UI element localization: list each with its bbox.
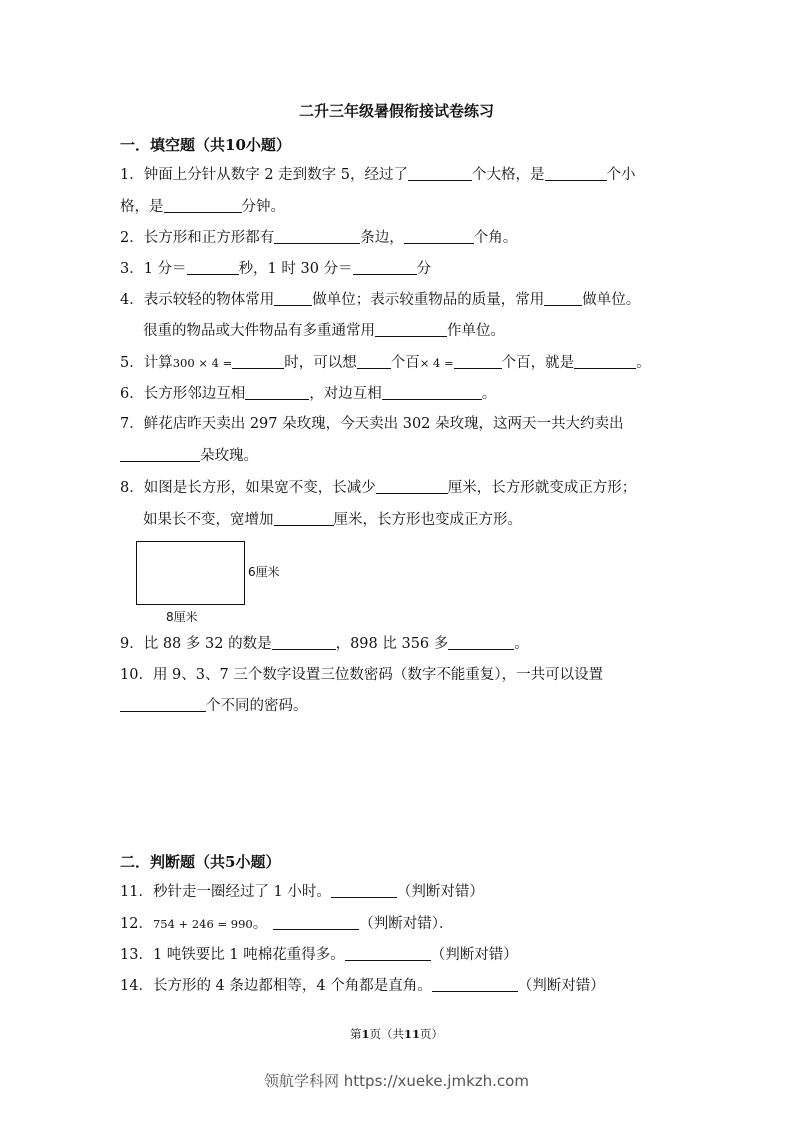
answer-blank[interactable] (274, 291, 312, 306)
question-5: 5．计算300 × 4 = 时，可以想 个百× 4 = 个百，就是 。 (120, 355, 651, 371)
answer-blank[interactable] (404, 229, 474, 244)
question-6: 6．长方形邻边互相 ，对边互相 。 (120, 386, 497, 402)
question-13: 13．1 吨铁要比 1 吨棉花重得多。 （判断对错） (120, 947, 518, 963)
question-12: 12．754 + 246 = 990。 （判断对错）． (120, 916, 454, 932)
answer-blank[interactable] (232, 354, 284, 369)
answer-blank[interactable] (375, 322, 447, 337)
rectangle-figure (136, 541, 245, 605)
section-heading-fill-in: 一．填空题（共10小题） (120, 136, 291, 154)
answer-blank[interactable] (408, 166, 472, 181)
question-8-line-2: 如果长不变，宽增加 厘米，长方形也变成正方形。 (143, 512, 522, 528)
answer-blank[interactable] (120, 447, 200, 462)
width-label: 6厘米 (248, 565, 280, 579)
question-14: 14．长方形的 4 条边都相等，4 个角都是直角。 （判断对错） (120, 978, 605, 994)
answer-blank[interactable] (432, 977, 518, 992)
question-8-line-1: 8．如图是长方形，如果宽不变，长减少 厘米，长方形就变成正方形； (120, 480, 637, 496)
answer-blank[interactable] (274, 229, 360, 244)
question-1-line-1: 1．钟面上分针从数字 2 走到数字 5，经过了 个大格，是 个小 (120, 167, 636, 183)
question-3: 3．1 分＝ 秒，1 时 30 分＝ 分 (120, 261, 432, 277)
answer-blank[interactable] (545, 166, 607, 181)
answer-blank[interactable] (345, 946, 431, 961)
answer-blank[interactable] (376, 479, 448, 494)
answer-blank[interactable] (353, 260, 417, 275)
question-2: 2．长方形和正方形都有 条边， 个角。 (120, 230, 518, 246)
question-1-line-2: 格，是 分钟。 (120, 199, 285, 215)
question-7-line-2: 朵玫瑰。 (120, 446, 258, 466)
question-4-line-2: 很重的物品或大件物品有多重通常用 作单位。 (143, 323, 505, 339)
answer-blank[interactable] (574, 354, 636, 369)
question-10-line-2: 个不同的密码。 (120, 696, 308, 716)
answer-blank[interactable] (187, 260, 239, 275)
question-4-line-1: 4．表示较轻的物体常用 做单位；表示较重物品的质量，常用 做单位。 (120, 292, 641, 308)
answer-blank[interactable] (164, 198, 242, 213)
question-11: 11．秒针走一圈经过了 1 小时。 （判断对错） (120, 884, 484, 900)
length-label: 8厘米 (166, 610, 198, 624)
answer-blank[interactable] (274, 511, 334, 526)
answer-blank[interactable] (273, 915, 359, 930)
answer-blank[interactable] (331, 883, 397, 898)
page-footer: 第1页（共11页） (349, 1027, 444, 1041)
answer-blank[interactable] (382, 385, 482, 400)
answer-blank[interactable] (120, 697, 206, 712)
answer-blank[interactable] (245, 385, 309, 400)
answer-blank[interactable] (357, 354, 391, 369)
total-pages: 11 (404, 1027, 421, 1041)
section-heading-true-false: 二．判断题（共5小题） (120, 853, 281, 871)
question-10-line-1: 10．用 9、3、7 三个数字设置三位数密码（数字不能重复），一共可以设置 (120, 667, 604, 683)
question-9: 9．比 88 多 32 的数是 ，898 比 356 多 。 (120, 636, 529, 652)
question-7-line-1: 7．鲜花店昨天卖出 297 朵玫瑰，今天卖出 302 朵玫瑰，这两天一共大约卖出 (120, 416, 624, 432)
page-number: 1 (361, 1027, 370, 1041)
answer-blank[interactable] (454, 354, 502, 369)
answer-blank[interactable] (544, 291, 582, 306)
answer-blank[interactable] (272, 635, 336, 650)
page-title: 二升三年级暑假衔接试卷练习 (298, 102, 494, 120)
watermark-text: 领航学科网 https://xueke.jmkzh.com (264, 1072, 529, 1090)
answer-blank[interactable] (448, 635, 514, 650)
